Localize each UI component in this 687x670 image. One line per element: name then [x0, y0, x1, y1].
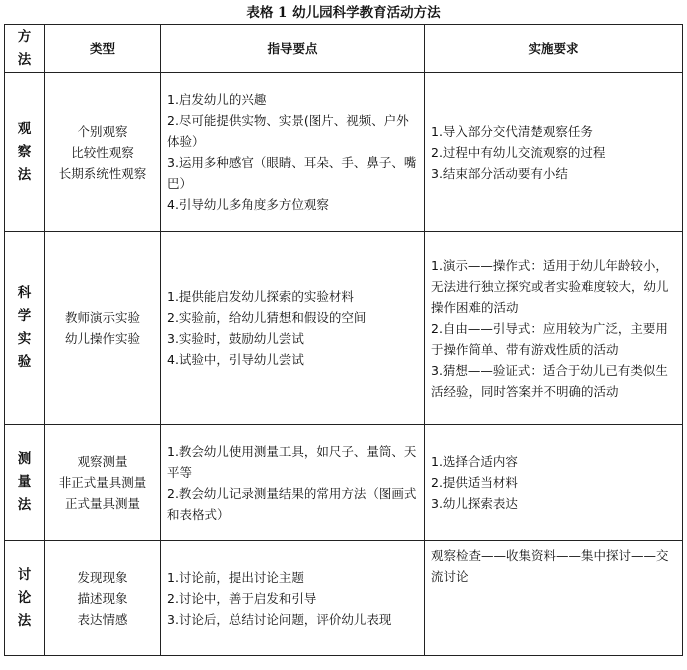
types-cell: 发现现象 描述现象 表达情感	[45, 541, 161, 656]
header-points: 指导要点	[161, 25, 425, 73]
requirements-cell: 观察检查——收集资料——集中探讨——交流讨论	[425, 541, 683, 656]
table-row	[5, 73, 683, 232]
requirements-cell: 1.演示——操作式：适用于幼儿年龄较小，无法进行独立探究或者实验难度较大，幼儿操作困难的活动 2.自由——引导式：应用较为广泛，主要用于操作简单、带有游戏性质的活动 3.猜想——验证式：适合于幼儿已有类似生活经验，同时答案并不明确的活动	[425, 232, 683, 425]
table-row	[5, 232, 683, 425]
method-cell: 科 学 实 验	[5, 232, 45, 425]
method-cell: 观 察 法	[5, 73, 45, 232]
points-cell: 1.讨论前，提出讨论主题 2.讨论中，善于启发和引导 3.讨论后，总结讨论问题，评价幼儿表现	[161, 541, 425, 656]
table-row	[5, 425, 683, 541]
table-row	[5, 541, 683, 656]
points-cell: 1.提供能启发幼儿探索的实验材料 2.实验前，给幼儿猜想和假设的空间 3.实验时，鼓励幼儿尝试 4.试验中，引导幼儿尝试	[161, 232, 425, 425]
points-cell: 1.启发幼儿的兴趣 2.尽可能提供实物、实景(图片、视频、户外体验） 3.运用多种感官（眼睛、耳朵、手、鼻子、嘴巴） 4.引导幼儿多角度多方位观察	[161, 73, 425, 232]
requirements-cell: 1.选择合适内容 2.提供适当材料 3.幼儿探索表达	[425, 425, 683, 541]
method-cell: 讨 论 法	[5, 541, 45, 656]
method-cell: 测 量 法	[5, 425, 45, 541]
header-requirements: 实施要求	[425, 25, 683, 73]
header-row	[5, 25, 683, 73]
types-cell: 教师演示实验 幼儿操作实验	[45, 232, 161, 425]
header-method: 方 法	[5, 25, 45, 73]
types-cell: 个别观察 比较性观察 长期系统性观察	[45, 73, 161, 232]
points-cell: 1.教会幼儿使用测量工具，如尺子、量筒、天平等 2.教会幼儿记录测量结果的常用方法（图画式和表格式）	[161, 425, 425, 541]
requirements-cell: 1.导入部分交代清楚观察任务 2.过程中有幼儿交流观察的过程 3.结束部分活动要有小结	[425, 73, 683, 232]
types-cell: 观察测量 非正式量具测量 正式量具测量	[45, 425, 161, 541]
header-type: 类型	[45, 25, 161, 73]
methods-table	[4, 24, 683, 656]
table-title: 表格 1 幼儿园科学教育活动方法	[246, 5, 441, 21]
